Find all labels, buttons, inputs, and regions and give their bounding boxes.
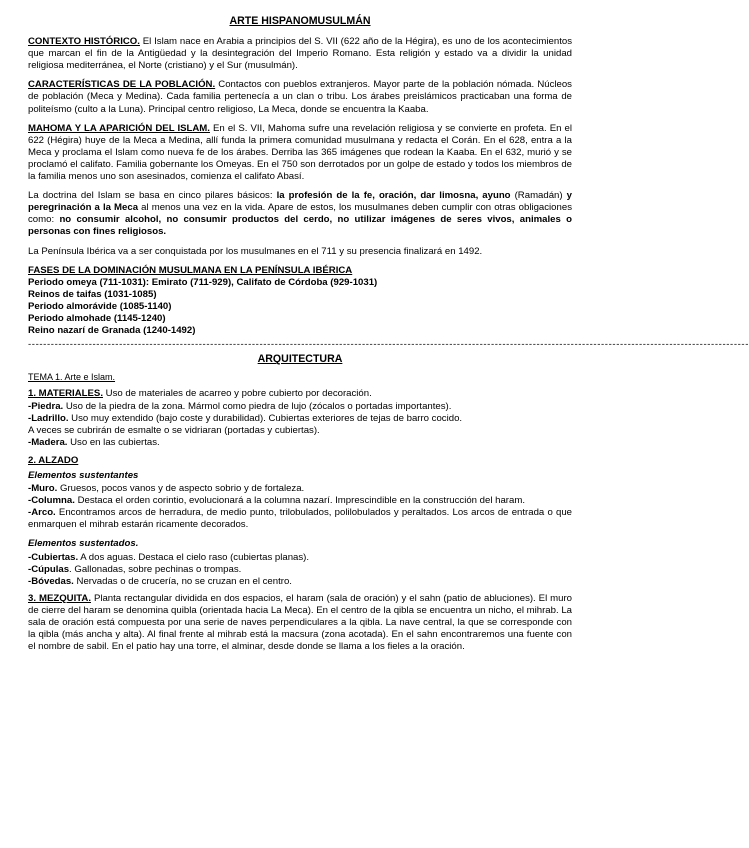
- madera-label: -Madera.: [28, 436, 68, 448]
- fase-item: Periodo omeya (711-1031): Emirato (711-929), Califato de Córdoba (929-1031): [28, 276, 378, 288]
- sustentados-heading: Elementos sustentados.: [28, 538, 139, 550]
- dashed-separator: ----------------------------------------------------------------------------------------------------------------------------------------------------------------------------------------------: [28, 339, 749, 351]
- materiales-intro: Uso de materiales de acarreo y pobre cubierto por decoración.: [102, 388, 372, 400]
- arco-label: -Arco.: [28, 507, 56, 519]
- madera-text: Uso en las cubiertas.: [67, 436, 160, 448]
- doctrina-text-2: (Ramadán): [510, 190, 567, 202]
- mahoma-paragraph: [28, 123, 572, 183]
- document-title: ARTE HISPANOMUSULMÁN: [229, 15, 371, 27]
- fase-item: Reino nazarí de Granada (1240-1492): [28, 325, 196, 337]
- columna-label: -Columna.: [28, 495, 75, 507]
- contexto-heading: CONTEXTO HISTÓRICO.: [28, 36, 140, 48]
- arco-text: Encontramos arcos de herradura, de medio punto, trilobulados, polilobulados y peraltados. Los arcos de entrada o que enmarquen el mihrab estarán ricamente decorados.: [28, 507, 572, 531]
- ladrillo-text: Uso muy extendido (bajo coste y durabilidad). Cubiertas exteriores de tejas de barro cocido.: [68, 412, 463, 424]
- cupulas-line: [28, 564, 572, 576]
- mezquita-heading: 3. MEZQUITA.: [28, 592, 91, 604]
- muro-text: Gruesos, pocos vanos y de aspecto sobrio y de fortaleza.: [57, 483, 305, 495]
- doctrina-paragraph: [28, 190, 572, 238]
- ladrillo-line: [28, 413, 572, 425]
- mezquita-text: Planta rectangular dividida en dos espacios, el haram (sala de oración) y el sahn (patio de abluciones). El muro de cierre del haram se denomina quibla (orientada hacia La Meca). En el centro de la qibla se encuentra un nicho, el mihrab. La sala de oración está compuesta por una serie de naves perpendiculares a la qibla. La nave central, la que se corresponde con la qibla (más ancha y alta). Al final frente al mihrab está la macsura (zona acotada). En el sahn encontraremos una fuente con el nombre de sabil. En el patio hay una torre, el alminar, desde donde se llama a los fieles a la oración.: [28, 592, 573, 653]
- piedra-line: [28, 401, 572, 413]
- doctrina-text-1: La doctrina del Islam se basa en cinco pilares básicos:: [28, 190, 277, 202]
- bovedas-label: -Bóvedas.: [28, 575, 74, 587]
- cubiertas-line: [28, 552, 572, 564]
- piedra-text: Uso de la piedra de la zona. Mármol como piedra de lujo (zócalos o portadas importantes).: [63, 400, 452, 412]
- madera-line: [28, 437, 572, 449]
- mahoma-heading: MAHOMA Y LA APARICIÓN DEL ISLAM.: [28, 122, 210, 134]
- columna-text: Destaca el orden corintio, evolucionará a la columna nazarí. Imprescindible en la construcción del haram.: [74, 495, 525, 507]
- poblacion-text: Contactos con pueblos extranjeros. Mayor parte de la población nómada. Núcleos de población (Meca y Medina). Cada familia pertenecía a un clan o tribu. Los árabes preislámicos practicaban una forma de politeísmo (culto a la Luna). Principal centro religioso, La Meca, donde se encuentra la Kaaba.: [28, 79, 572, 115]
- cubiertas-label: -Cubiertas.: [28, 551, 79, 563]
- contexto-text: El Islam nace en Arabia a principios del S. VII (622 año de la Hégira), es uno de los acontecimientos que marcan el fin de la Antigüedad y la desintegración del Imperio Romano. Esta religión y estado va a dividir la unidad religiosa mediterránea, el Norte (cristiano) y el Sur (musulmán).: [28, 36, 573, 72]
- alzado-heading: 2. ALZADO: [28, 454, 79, 466]
- vidriar-line: A veces se cubrirán de esmalte o se vidriaran (portadas y cubiertas).: [28, 424, 320, 436]
- bovedas-line: [28, 576, 572, 588]
- arco-line: [28, 507, 572, 531]
- doctrina-pilgrimage: y peregrinación a la Meca: [28, 190, 572, 214]
- mezquita-paragraph: [28, 593, 572, 653]
- tema-label: TEMA 1. Arte e Islam.: [28, 372, 116, 383]
- muro-line: [28, 483, 572, 495]
- poblacion-paragraph: [28, 79, 572, 115]
- contexto-paragraph: [28, 36, 572, 72]
- mahoma-text: En el S. VII, Mahoma sufre una revelación religiosa y se convierte en profeta. En el 622 (Hégira) huye de la Meca a Medina, allí funda la primera comunidad musulmana y redacta el Corán. En el 628, entra a la Meca y proclama el Islam como nueva fe de los árabes. Derriba las 365 imágenes que rodean la Kaaba. En el 632, murió y se proclamó el califato. Familia gobernante los Omeyas. En el 750 son derrotados por un golpe de estado y todos los miembros de la familia menos uno son asesinados, comienza el califato Abasí.: [28, 122, 572, 183]
- fase-item: Periodo almohade (1145-1240): [28, 312, 166, 324]
- columna-line: [28, 495, 572, 507]
- muro-label: -Muro.: [28, 483, 58, 495]
- sustentantes-heading: Elementos sustentantes: [28, 470, 139, 481]
- fase-item: Reinos de taifas (1031-1085): [28, 288, 157, 300]
- cupulas-label: -Cúpulas: [28, 563, 70, 575]
- peninsula-paragraph: La Península Ibérica va a ser conquistada por los musulmanes en el 711 y su presencia finalizará en 1492.: [28, 245, 483, 257]
- materiales-heading-line: [28, 388, 572, 400]
- ladrillo-label: -Ladrillo.: [28, 412, 69, 424]
- doctrina-obligations: no consumir alcohol, no consumir productos del cerdo, no utilizar imágenes de seres vivos, animales o personas con fines religiosos.: [28, 214, 572, 238]
- fase-item: Periodo almorávide (1085-1140): [28, 300, 172, 312]
- arquitectura-title: ARQUITECTURA: [257, 353, 343, 366]
- cubiertas-text: A dos aguas. Destaca el cielo raso (cubiertas planas).: [78, 551, 310, 563]
- bovedas-text: Nervadas o de crucería, no se cruzan en el centro.: [73, 575, 292, 587]
- cupulas-text: . Gallonadas, sobre pechinas o trompas.: [69, 563, 242, 575]
- piedra-label: -Piedra.: [28, 400, 64, 412]
- doctrina-pillars: la profesión de la fe, oración, dar limosna, ayuno: [276, 190, 511, 202]
- fases-list: [28, 277, 572, 337]
- materiales-heading: 1. MATERIALES.: [28, 388, 103, 400]
- doctrina-text-3: al menos una vez en la vida. Apare de estos, los musulmanes deben cumplir con otras obligaciones como:: [28, 202, 572, 226]
- poblacion-heading: CARACTERÍSTICAS DE LA POBLACIÓN.: [28, 79, 216, 91]
- fases-heading: FASES DE LA DOMINACIÓN MUSULMANA EN LA PENÍNSULA IBÉRICA: [28, 264, 353, 276]
